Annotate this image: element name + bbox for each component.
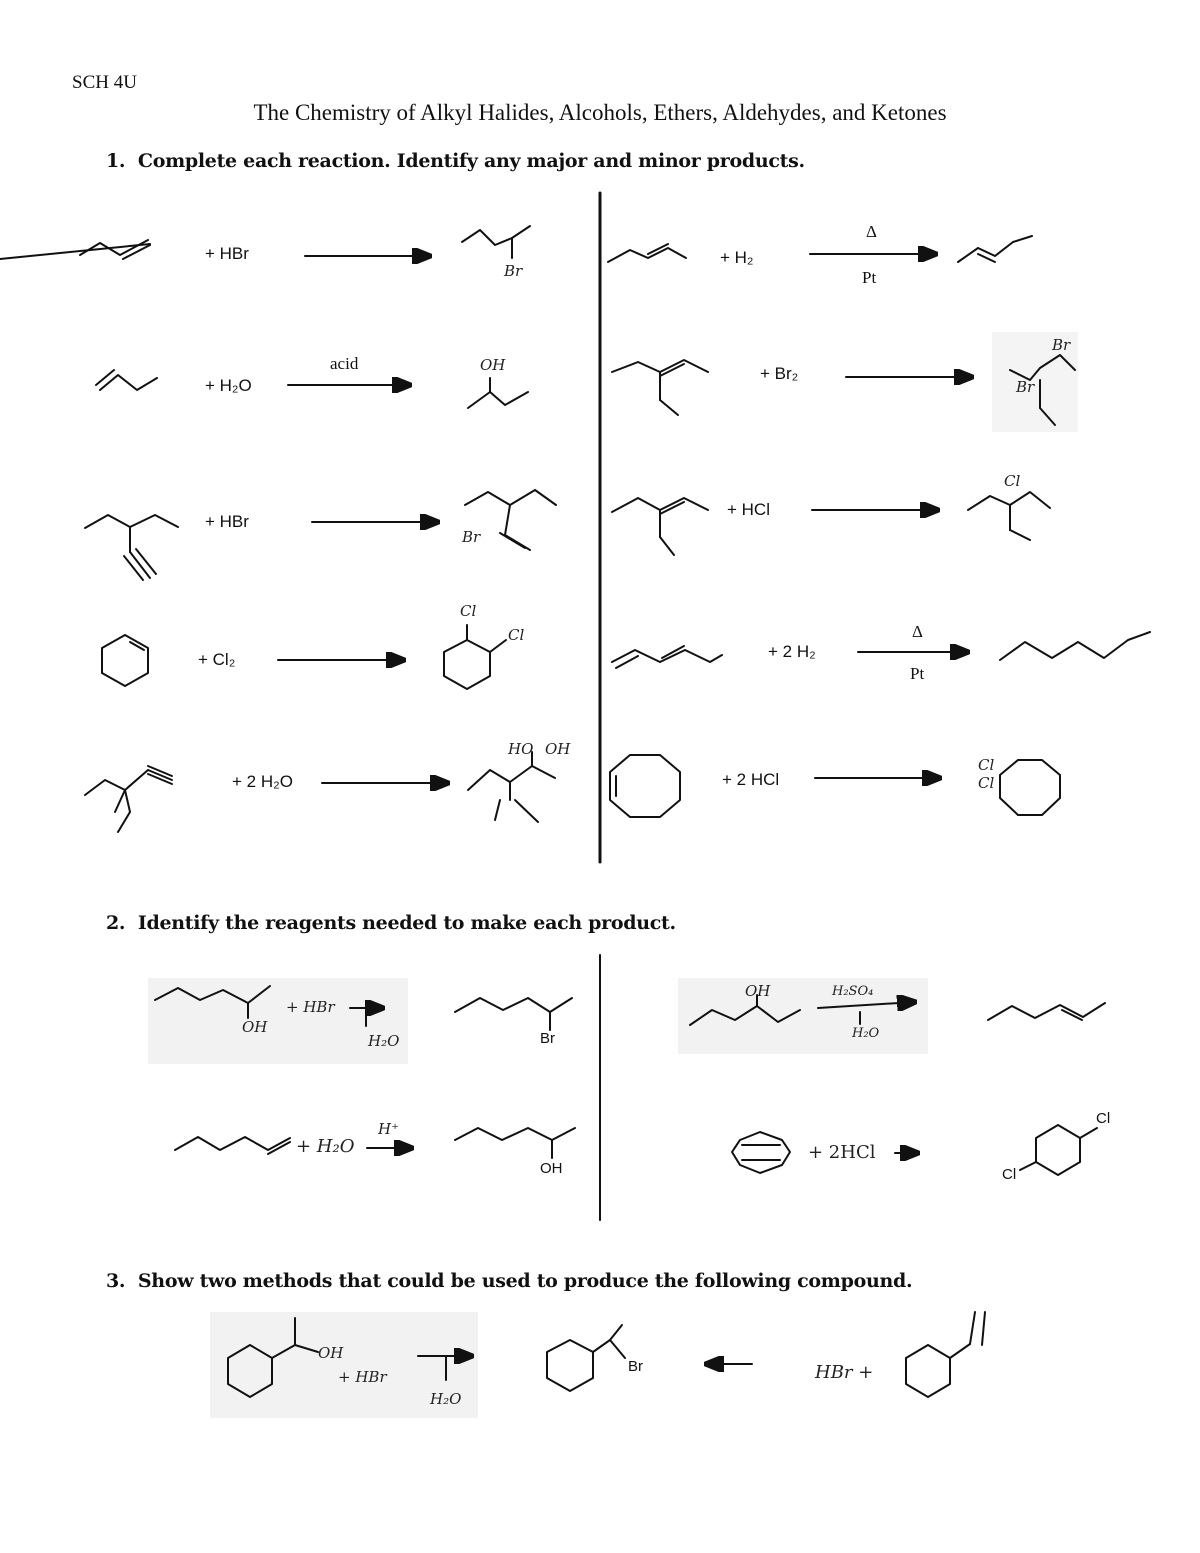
q1-l5-reagent: + 2 H₂O [232, 772, 293, 791]
q1-l4-product [444, 625, 506, 689]
q1-r5-reactant [610, 755, 680, 817]
q2-a-arrow [350, 1008, 383, 1026]
q2-a-start [155, 986, 270, 1018]
question-2-number: 2. [106, 912, 126, 934]
q2-a-byproduct: H₂O [368, 1032, 400, 1050]
q1-l5-reactant [85, 766, 172, 832]
q1-r3-reagent: + HCl [727, 500, 770, 519]
worksheet-title: The Chemistry of Alkyl Halides, Alcohols, Ethers, Aldehydes, and Ketones [253, 100, 947, 125]
q1-r5-product-label-1: Cl [978, 756, 995, 774]
q2-b-start [175, 1137, 290, 1154]
q2-d-product [1020, 1125, 1097, 1175]
q3-arrow-a [418, 1356, 472, 1380]
q1-l3-product-label: Br [462, 528, 481, 546]
q1-r2-reagent: + Br₂ [760, 364, 799, 383]
course-code: SCH 4U [72, 72, 137, 93]
q1-l2-reagent: + H₂O [205, 376, 252, 395]
question-3-number: 3. [106, 1270, 126, 1292]
q1-l1-reagent: + HBr [205, 244, 249, 263]
q1-l3-reactant [85, 515, 178, 580]
q2-a-product [455, 998, 572, 1030]
q1-r2-reactant [612, 360, 708, 415]
q1-l1-product [462, 226, 530, 258]
q2-c-arrow [818, 1002, 915, 1024]
q2-c-condition-bottom: H₂O [852, 1026, 880, 1041]
q2-b-product [455, 1128, 575, 1158]
q3-product-label: Br [628, 1358, 643, 1375]
q1-l4-product-label-1: Cl [460, 602, 477, 620]
q2-c-condition-top: H₂SO₄ [832, 984, 874, 999]
q2-a-start-label: OH [242, 1018, 268, 1036]
q1-r4-condition-top: Δ [912, 622, 923, 641]
q3-start-label: OH [318, 1344, 344, 1362]
q1-l3-reagent: + HBr [205, 512, 249, 531]
q1-r1-reagent: + H₂ [720, 248, 754, 267]
q2-b-reagent: + H₂O [296, 1136, 355, 1157]
q1-l2-reactant [96, 370, 157, 390]
q1-r5-reagent: + 2 HCl [722, 770, 780, 789]
q2-d-start [732, 1132, 790, 1173]
q1-l2-product [468, 378, 528, 408]
question-2-text: Identify the reagents needed to make each product. [137, 912, 676, 934]
q1-r2-product-label-2: Br [1016, 378, 1035, 396]
q1-r1-reactant [608, 244, 686, 262]
question-1-text: Complete each reaction. Identify any major and minor products. [137, 150, 805, 172]
q1-r3-reactant [612, 498, 708, 555]
q2-b-product-label: OH [540, 1160, 563, 1177]
q1-r4-reactant [612, 646, 722, 668]
q2-a-reagent: + HBr [286, 998, 335, 1016]
q1-r4-condition-bottom: Pt [910, 664, 925, 683]
q1-l4-reactant [102, 635, 148, 686]
q1-l5-product [468, 752, 555, 822]
q1-r3-product-label: Cl [1004, 472, 1021, 490]
q1-r2-product-label-1: Br [1052, 336, 1071, 354]
q1-r5-product [1000, 760, 1060, 815]
q1-r4-reagent: + 2 H₂ [768, 642, 816, 661]
q3-product [547, 1325, 625, 1391]
q1-r1-condition-bottom: Pt [862, 268, 877, 287]
q1-l5-product-label-2: OH [545, 740, 571, 758]
q1-r3-product [968, 492, 1050, 540]
q1-r4-product [1000, 632, 1150, 660]
q1-l4-reagent: + Cl₂ [198, 650, 236, 669]
q1-r1-product [958, 236, 1032, 262]
q3-alkene [906, 1312, 985, 1397]
q2-d-product-label-2: Cl [1002, 1166, 1017, 1183]
q1-l4-product-label-2: Cl [508, 626, 525, 644]
question-1-number: 1. [106, 150, 126, 172]
q2-d-product-label-1: Cl [1096, 1110, 1111, 1127]
q2-c-product [988, 1003, 1105, 1020]
q2-b-condition: H⁺ [378, 1120, 399, 1138]
q3-byproduct: H₂O [430, 1390, 462, 1408]
q1-r5-product-label-2: Cl [978, 774, 995, 792]
q1-r1-condition-top: Δ [866, 222, 877, 241]
q1-l1-product-label: Br [504, 262, 523, 280]
q1-l2-product-label: OH [480, 356, 506, 374]
q3-reagent-a: + HBr [338, 1368, 387, 1386]
question-3-text: Show two methods that could be used to produce the following compound. [137, 1270, 913, 1292]
q3-reagent-b: HBr + [815, 1362, 874, 1383]
q2-c-start-label: OH [745, 982, 771, 1000]
q3-start [228, 1318, 318, 1397]
q1-l2-condition: acid [330, 354, 359, 373]
q1-l5-product-label-1: HO [508, 740, 534, 758]
q2-d-reagent: + 2HCl [808, 1142, 876, 1163]
q2-a-product-label: Br [540, 1030, 555, 1047]
